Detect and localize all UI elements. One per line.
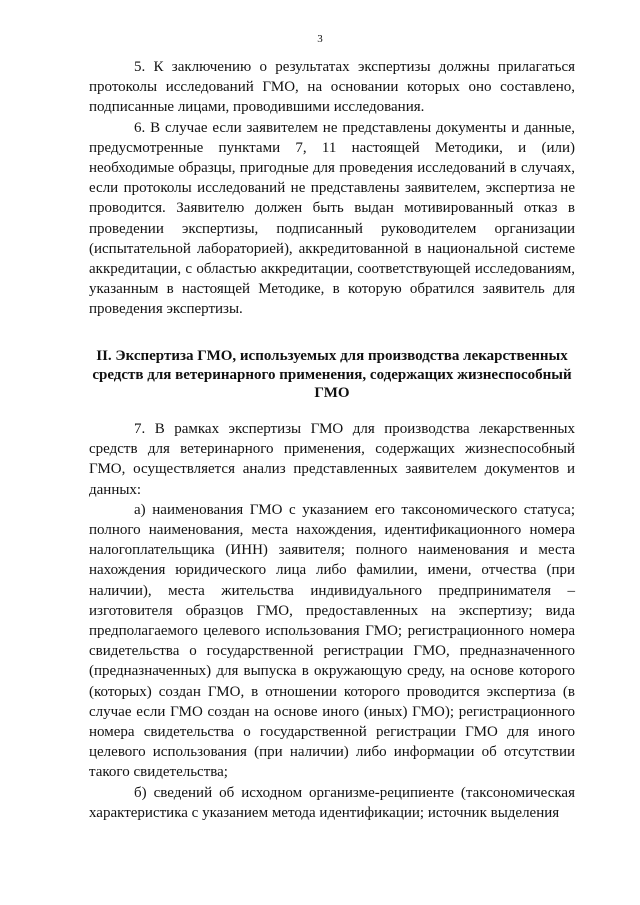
paragraph-7: 7. В рамках экспертизы ГМО для производства лекарственных средств для ветеринарного применения, содержащих жизнеспособный ГМО, осуществляется анализ представленных заявителем документов и данных: (89, 421, 575, 498)
section-heading: II. Экспертиза ГМО, используемых для производства лекарственных средств для ветеринарного применения, содержащих жизнеспособный ГМО (92, 348, 572, 401)
paragraph-7b: б) сведений об исходном организме-реципиенте (таксономическая характеристика с указанием метода идентификации; источник выделения (89, 784, 575, 821)
paragraph-7a: а) наименования ГМО с указанием его таксономического статуса; полного наименования, места нахождения, идентификационного номера налогоплательщика (ИНН) заявителя; полного наименования и места нахождения юридического лица либо фамилии, имени, отчества (при наличии), места жительства индивидуального предпринимателя – изготовителя образцов ГМО, предоставленных на экспертизу; вида предполагаемого целевого использования ГМО; регистрационного номера свидетельства о государственной регистрации ГМО, предназначенного (предназначенных) для выпуска в окружающую среду, на основе которого (которых) создан ГМО, в отношении которого проводится экспертиза (в случае если ГМО создан на основе иного (иных) ГМО); регистрационного номера свидетельства о государственной регистрации ГМО для иного целевого использования (при наличии) либо информации об отсутствии такого свидетельства; (89, 501, 575, 781)
paragraphs-bottom (89, 419, 575, 823)
page-number: 3 (317, 33, 323, 45)
paragraphs-top (89, 57, 575, 320)
paragraph-5: 5. К заключению о результатах экспертизы должны прилагаться протоколы исследований ГМО, на основании которых оно составлено, подписанные лицами, проводившими исследования. (89, 59, 575, 116)
paragraph-6: 6. В случае если заявителем не представлены документы и данные, предусмотренные пунктами 7, 11 настоящей Методики, и (или) необходимые образцы, пригодные для проведения исследований в случаях, если протоколы исследований не представлены заявителем, экспертиза не проводится. Заявителю должен быть выдан мотивированный отказ в проведении экспертизы, подписанный руководителем организации (испытательной лабораторией), аккредитованной в национальной системе аккредитации, с областью аккредитации, соответствующей исследованиям, указанным в настоящей Методике, в которую обратился заявитель для проведения экспертизы. (89, 119, 575, 318)
